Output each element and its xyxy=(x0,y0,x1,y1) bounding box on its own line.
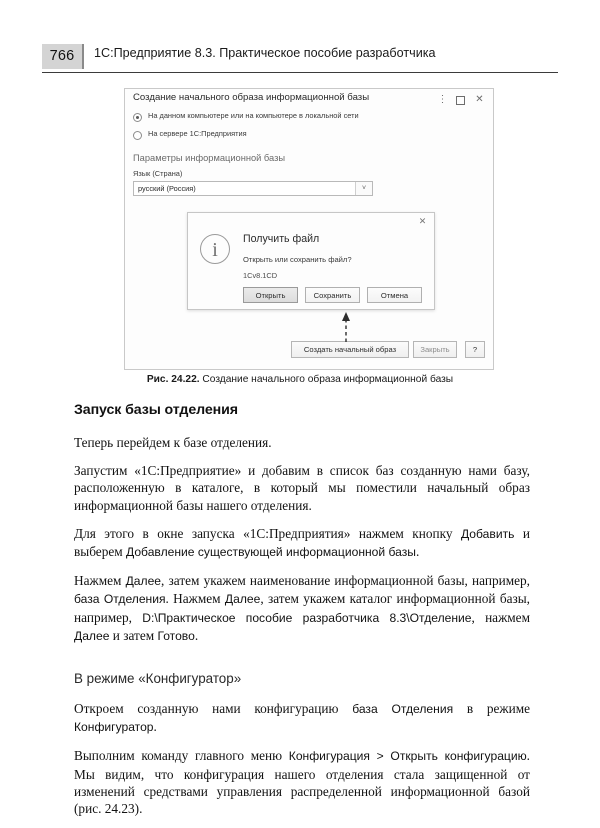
paragraph-2: Запустим «1С:Предприятие» и добавим в список баз созданную нами базу, расположенную в каталоге, в который мы поместили начальный образ информационной базы нашего отделения. xyxy=(74,463,530,513)
get-file-filename: 1Cv8.1CD xyxy=(243,271,278,280)
p4-text-g: . xyxy=(194,627,199,643)
paragraph-3 xyxy=(74,525,530,561)
p4-text-d: , затем укажем каталог информационной базы, например, xyxy=(74,591,531,625)
radio-unselected-icon xyxy=(133,131,142,140)
p3-text-b: и выберем xyxy=(74,525,530,560)
page-header xyxy=(42,44,558,74)
p4-ui-next-1: Далее xyxy=(125,574,162,589)
dialog-title: Создание начального образа информационной базы xyxy=(133,92,370,103)
header-rule xyxy=(42,72,558,73)
paragraph-5 xyxy=(74,700,530,736)
section-heading: Запуск базы отделения xyxy=(74,402,238,418)
p5-ui-db-name: база Отделения xyxy=(352,702,454,717)
get-file-title: Получить файл xyxy=(243,233,320,245)
p4-ui-next-3: Далее xyxy=(74,628,110,643)
subsection-heading: В режиме «Конфигуратор» xyxy=(74,671,242,687)
maximize-icon[interactable] xyxy=(454,93,467,106)
radio-selected-icon xyxy=(133,113,142,122)
paragraph-6 xyxy=(74,747,530,817)
p3-ui-add-existing-db: Добавление существующей информационной базы xyxy=(126,545,416,560)
help-button[interactable]: ? xyxy=(465,341,485,358)
p4-text-e: , нажмем xyxy=(471,609,530,625)
p3-ui-add-button: Добавить xyxy=(460,526,515,541)
more-menu-icon[interactable]: ⋮ xyxy=(437,94,448,105)
figure-caption xyxy=(42,374,558,385)
p4-text-a: Нажмем xyxy=(74,573,126,589)
running-head-title: 1С:Предприятие 8.3. Практическое пособие разработчика xyxy=(94,46,436,60)
dialog-footer xyxy=(125,341,493,359)
figure-caption-label: Рис. 24.22. xyxy=(146,374,200,385)
create-initial-image-button[interactable]: Создать начальный образ xyxy=(291,341,409,358)
language-select-value: русский (Россия) xyxy=(138,184,196,193)
info-icon-glyph: i xyxy=(212,239,218,261)
p6-text-b: . Мы видим, что конфигурация нашего отделения стала защищенной от изменений средствами управления распределенной информационной базой (рис. 24.23). xyxy=(74,748,530,817)
paragraph-4 xyxy=(74,572,530,645)
radio-local-computer-label: На данном компьютере или на компьютере в локальной сети xyxy=(148,111,359,120)
open-button[interactable]: Открыть xyxy=(243,287,298,303)
figure-24-22 xyxy=(124,88,494,370)
p3-text-c: . xyxy=(416,544,420,560)
cancel-button[interactable]: Отмена xyxy=(367,287,422,303)
p5-ui-configurator: Конфигуратор xyxy=(74,720,154,735)
get-file-question: Открыть или сохранить файл? xyxy=(243,255,352,264)
p4-ui-next-2: Далее xyxy=(224,592,261,607)
text-column xyxy=(74,402,530,828)
get-file-dialog xyxy=(187,212,435,310)
p4-text-c: . Нажмем xyxy=(165,591,225,607)
info-icon xyxy=(200,234,230,264)
close-icon[interactable]: ✕ xyxy=(475,94,484,105)
save-button[interactable]: Сохранить xyxy=(305,287,360,303)
language-select[interactable] xyxy=(133,181,373,196)
radio-server-label: На сервере 1С:Предприятия xyxy=(148,129,247,138)
p3-text-a: Для этого в окне запуска «1С:Предприятия» нажмем кнопку xyxy=(74,525,461,541)
dialog-titlebar xyxy=(125,89,493,111)
figure-caption-text: Создание начального образа информационной базы xyxy=(199,374,454,385)
params-group-title: Параметры информационной базы xyxy=(133,153,286,163)
paragraph-1: Теперь перейдем к базе отделения. xyxy=(74,435,272,450)
close-button[interactable]: Закрыть xyxy=(413,341,457,358)
p4-ui-finish: Готово xyxy=(157,628,195,643)
p6-ui-menu-command: Конфигурация > Открыть конфигурацию xyxy=(288,749,527,764)
p5-text-b: в режиме xyxy=(453,701,531,717)
get-file-close-icon[interactable]: ✕ xyxy=(418,216,427,226)
chevron-down-icon[interactable]: ˅ xyxy=(355,182,372,195)
page-number: 766 xyxy=(49,48,75,64)
p5-text-c: . xyxy=(153,719,157,735)
p4-text-b: , затем укажем наименование информационной базы, например, xyxy=(161,573,530,589)
p5-text-a: Откроем созданную нами конфигурацию xyxy=(74,701,353,717)
language-field-label: Язык (Страна) xyxy=(133,169,183,178)
p4-ui-db-name: база Отделения xyxy=(74,592,166,607)
p4-ui-db-path: D:\Практическое пособие разработчика 8.3\Отделение xyxy=(142,610,472,625)
p4-text-f: и затем xyxy=(109,627,158,643)
p6-text-a: Выполним команду главного меню xyxy=(74,748,289,764)
